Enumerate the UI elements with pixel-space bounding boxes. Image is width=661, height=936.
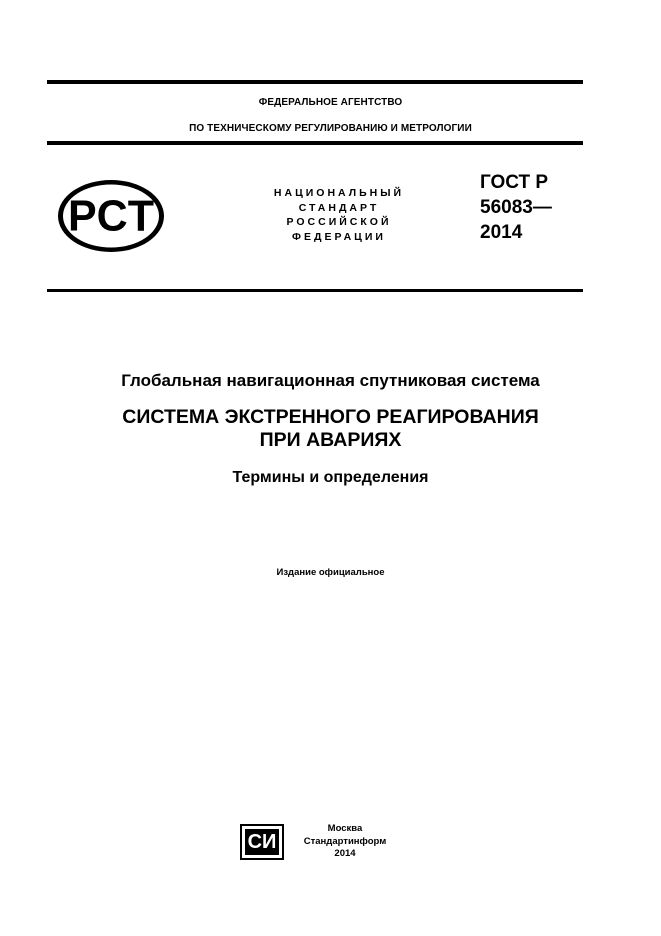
standartinform-logo <box>240 824 284 860</box>
top-rule <box>47 80 583 84</box>
standartinform-logo-letters: СИ <box>247 831 277 853</box>
natstd-line-2: СТАНДАРТ <box>298 201 380 214</box>
document-part-title: Термины и определения <box>232 469 429 486</box>
publisher-name: Стандартинформ <box>303 835 387 847</box>
header-bottom-rule <box>47 141 583 145</box>
national-standard-caption <box>250 186 428 244</box>
edition-label: Издание официальное <box>276 567 385 578</box>
document-subtitle: Глобальная навигационная спутниковая система <box>121 371 540 390</box>
natstd-line-1: НАЦИОНАЛЬНЫЙ <box>273 187 405 199</box>
designation-line-2: 56083— <box>480 197 552 218</box>
gost-logo-letters: PCT <box>68 191 155 241</box>
designation-line-3: 2014 <box>480 222 523 243</box>
designation-bottom-rule <box>47 289 583 292</box>
standard-designation <box>480 170 552 245</box>
agency-line-2: ПО ТЕХНИЧЕСКОМУ РЕГУЛИРОВАНИЮ И МЕТРОЛОГИИ <box>189 123 472 134</box>
document-title-line-1: СИСТЕМА ЭКСТРЕННОГО РЕАГИРОВАНИЯ <box>122 406 539 428</box>
gost-r-logo <box>56 178 166 254</box>
publisher-year: 2014 <box>334 848 356 859</box>
document-title-line-2: ПРИ АВАРИЯХ <box>259 429 402 451</box>
natstd-line-3: РОССИЙСКОЙ <box>286 216 392 228</box>
agency-line-1: ФЕДЕРАЛЬНОЕ АГЕНТСТВО <box>258 97 403 108</box>
designation-line-1: ГОСТ Р <box>480 172 549 193</box>
publisher-city: Москва <box>327 823 363 834</box>
natstd-line-4: ФЕДЕРАЦИИ <box>292 230 386 243</box>
publisher-block <box>290 823 400 861</box>
